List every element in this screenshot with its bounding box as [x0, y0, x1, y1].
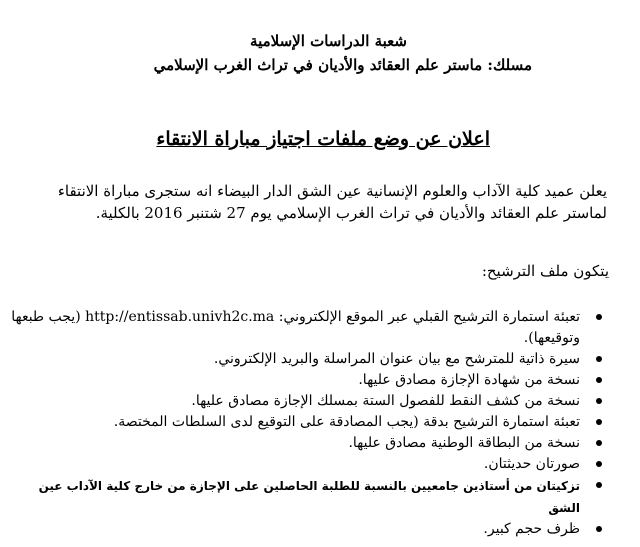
announcement-body: يعلن عميد كلية الآداب والعلوم الإنسانية عين الشق الدار البيضاء انه ستجرى مباراة الانتقاء لماستر علم العقائد والأديان في تراث الغرب الإسلامي يوم 27 شتنبر 2016 بالكلية.: [57, 182, 607, 222]
list-item-text: (يجب طبعها وتوقيعها).: [11, 309, 580, 346]
program-track-title: مسلك: ماستر علم العقائد والأديان في تراث الغرب الإسلامي: [153, 56, 532, 74]
list-item: نسخة من شهادة الإجازة مصادق عليها.: [5, 370, 580, 391]
list-item: نسخة من كشف النقط للفصول الستة بمسلك الإجازة مصادق عليها.: [5, 391, 580, 412]
list-item: تزكيتان من أستاذين جامعيين بالنسبة للطلبة الحاصلين على الإجازة من خارج كلية الآداب عين الشق: [5, 475, 580, 519]
application-documents-list: [5, 307, 602, 540]
application-file-heading: يتكون ملف الترشيح:: [481, 262, 609, 280]
list-item: سيرة ذاتية للمترشح مع بيان عنوان المراسلة والبريد الإلكتروني.: [5, 349, 580, 370]
list-item: تعبئة استمارة الترشيح بدقة (يجب المصادقة على التوقيع لدى السلطات المختصة.: [5, 412, 580, 433]
list-item: ظرف حجم كبير.: [5, 519, 580, 540]
announcement-title: اعلان عن وضع ملفات اجتياز مباراة الانتقاء: [156, 128, 490, 150]
registration-website-link[interactable]: http://entissab.univh2c.ma: [85, 309, 275, 325]
list-item-text: تعبئة استمارة الترشيح القبلي عبر الموقع الإلكتروني:: [274, 309, 580, 325]
list-item: نسخة من البطاقة الوطنية مصادق عليها.: [5, 433, 580, 454]
department-title: شعبة الدراسات الإسلامية: [250, 32, 407, 50]
list-item: صورتان حديثتان.: [5, 454, 580, 475]
list-item: [5, 307, 580, 349]
